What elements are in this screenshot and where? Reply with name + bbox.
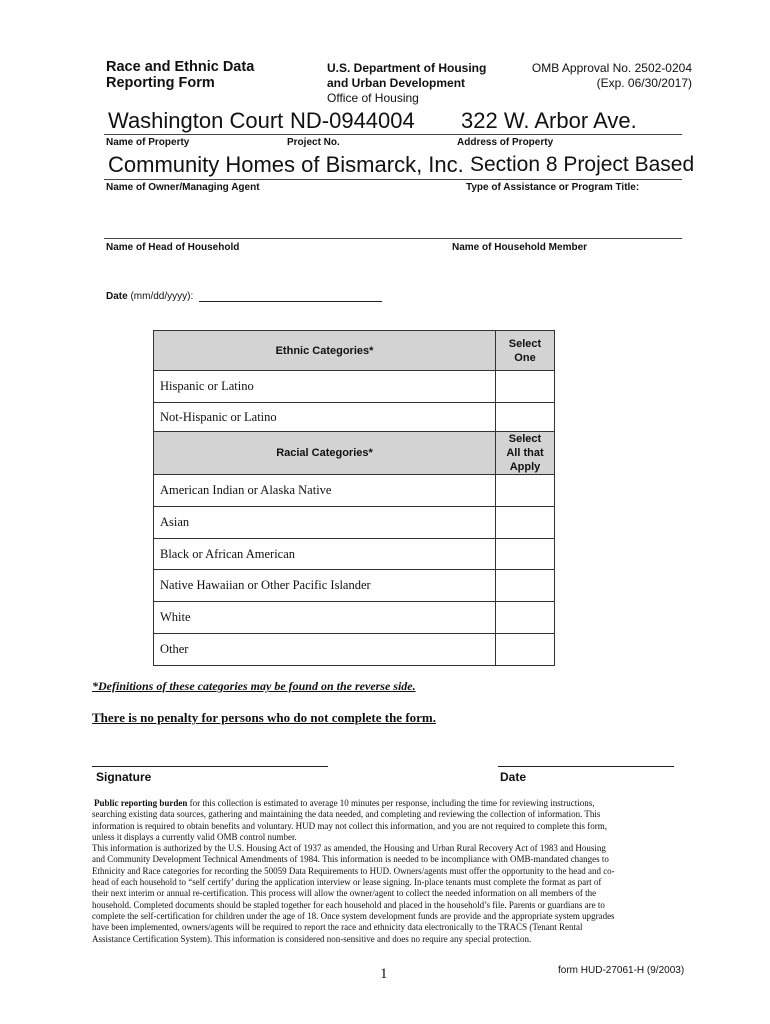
- racial-select-cell-black[interactable]: [496, 539, 555, 570]
- form-title-line1: Race and Ethnic Data: [106, 59, 255, 75]
- burden-line-1: [92, 798, 692, 809]
- signature-date-label: Date: [500, 770, 527, 784]
- department-block: [327, 61, 486, 106]
- racial-option-label: American Indian or Alaska Native: [154, 475, 496, 507]
- date-label-bold: Date: [106, 291, 128, 302]
- burden-line: This information is authorized by the U.S. Housing Act of 1937 as amended, the Housing and Urban Rural Recovery Act of 1983 and Housing: [92, 843, 606, 854]
- racial-option-row: [154, 539, 555, 570]
- signature-date-line[interactable]: [498, 766, 674, 767]
- burden-line: head of each household to “self certify’ during the application interview or lease signing. In-place tenants must complete the format as part of: [92, 877, 602, 888]
- racial-select-cell-american-indian[interactable]: [496, 475, 555, 507]
- ethnic-option-row: [154, 371, 555, 403]
- date-label-format: (mm/dd/yyyy):: [127, 291, 194, 302]
- omb-block: [530, 61, 692, 91]
- burden-line: information is required to obtain benefits and voluntary. HUD may not collect this information, and you are not required to complete this form,: [92, 820, 608, 831]
- penalty-note: There is no penalty for persons who do not complete the form.: [92, 710, 437, 725]
- department-line3: Office of Housing: [327, 91, 419, 105]
- select-all-header: [496, 432, 555, 475]
- head-of-household-label: Name of Head of Household: [106, 242, 240, 253]
- burden-lead: Public reporting burden: [94, 798, 188, 808]
- racial-select-cell-other[interactable]: [496, 634, 555, 666]
- ethnic-option-label: Not-Hispanic or Latino: [154, 403, 496, 432]
- ethnic-select-cell-hispanic[interactable]: [496, 371, 555, 403]
- racial-option-label: Native Hawaiian or Other Pacific Islander: [154, 570, 496, 602]
- select-one-header-line2: One: [514, 351, 536, 364]
- burden-line: and Community Development Technical Amendments of 1984. This information is needed to be incompliance with OMB-mandated changes to: [92, 854, 609, 865]
- racial-header-row: [154, 432, 555, 475]
- racial-option-label: Asian: [154, 507, 496, 539]
- owner-row-rule: [104, 179, 682, 180]
- owner-name-label: Name of Owner/Managing Agent: [106, 182, 260, 193]
- assistance-type-label: Type of Assistance or Program Title:: [466, 182, 640, 193]
- date-label: [106, 291, 193, 302]
- burden-line: Ethnicity and Race categories for recording the 50059 Data Requirements to HUD. Owners/agents must offer the opportunity to the head and co-: [92, 865, 615, 876]
- owner-name-value[interactable]: Community Homes of Bismarck, Inc.: [108, 152, 464, 177]
- select-all-header-line1: Select: [508, 433, 542, 445]
- project-number-value[interactable]: ND-0944004: [290, 108, 415, 133]
- burden-line: searching existing data sources, gathering and maintaining the data needed, and completing and reviewing the collection of information. This: [92, 809, 601, 820]
- form-title-line2: Reporting Form: [106, 75, 215, 91]
- page-number: 1: [380, 966, 388, 982]
- department-line2: and Urban Development: [327, 76, 466, 90]
- signature-label: Signature: [96, 770, 152, 784]
- household-member-label: Name of Household Member: [452, 242, 588, 253]
- burden-line: Assistance Certification System). This information is considered non-sensitive and does no require any special protection.: [92, 933, 532, 944]
- burden-line: their next interim or annual re-certification. This process will allow the owner/agent to collect the needed information on all members of the: [92, 888, 597, 899]
- burden-line: complete the self-certification for children under the age of 18. Once system development funds are provide and the appropriate system upgrades: [92, 910, 615, 921]
- select-one-header: [496, 331, 555, 371]
- ethnic-select-cell-not-hispanic[interactable]: [496, 403, 555, 432]
- date-input-line[interactable]: [199, 301, 382, 302]
- select-one-header-line1: Select: [508, 337, 542, 350]
- form-title: [106, 59, 254, 91]
- burden-line: unless it displays a currently valid OMB control number.: [92, 831, 297, 842]
- public-reporting-burden: [92, 798, 692, 945]
- racial-option-row: [154, 634, 555, 666]
- omb-expiration: (Exp. 06/30/2017): [596, 76, 692, 90]
- burden-line: for this collection is estimated to average 10 minutes per response, including the time for reviewing instructions,: [187, 798, 595, 808]
- form-number: form HUD-27061-H (9/2003): [558, 965, 685, 976]
- racial-option-label: Other: [154, 634, 496, 666]
- department-line1: U.S. Department of Housing: [327, 61, 487, 75]
- racial-option-label: White: [154, 602, 496, 634]
- racial-select-cell-pacific-islander[interactable]: [496, 570, 555, 602]
- racial-option-row: [154, 570, 555, 602]
- racial-select-cell-white[interactable]: [496, 602, 555, 634]
- racial-option-row: [154, 475, 555, 507]
- property-address-label: Address of Property: [457, 137, 554, 148]
- ethnic-header-row: [154, 331, 555, 371]
- definitions-note: *Definitions of these categories may be found on the reverse side.: [92, 679, 416, 693]
- racial-option-row: [154, 602, 555, 634]
- omb-approval-number: OMB Approval No. 2502-0204: [531, 61, 692, 75]
- racial-option-label: Black or African American: [154, 539, 496, 570]
- project-number-label: Project No.: [287, 137, 340, 148]
- ethnic-categories-header: Ethnic Categories*: [154, 331, 496, 371]
- categories-table: [153, 330, 555, 666]
- property-address-value[interactable]: 322 W. Arbor Ave.: [461, 108, 637, 133]
- select-all-header-line2: All that: [506, 447, 544, 459]
- racial-categories-header: Racial Categories*: [154, 432, 496, 475]
- racial-select-cell-asian[interactable]: [496, 507, 555, 539]
- household-row-rule[interactable]: [104, 238, 682, 239]
- burden-line: household. Completed documents should be stapled together for each household and placed in the household’s file. Parents or guardians are to: [92, 899, 605, 910]
- property-name-label: Name of Property: [106, 137, 190, 148]
- assistance-type-value[interactable]: Section 8 Project Based: [470, 153, 695, 176]
- property-name-value[interactable]: Washington Court: [108, 108, 284, 133]
- ethnic-option-row: [154, 403, 555, 432]
- property-row-rule: [104, 134, 682, 135]
- ethnic-option-label: Hispanic or Latino: [154, 371, 496, 403]
- racial-option-row: [154, 507, 555, 539]
- burden-line: have been implemented, owners/agents will be required to report the race and ethnicity data electronically to the TRACS (Tenant Rental: [92, 922, 583, 933]
- signature-line[interactable]: [92, 766, 328, 767]
- select-all-header-line3: Apply: [509, 461, 541, 473]
